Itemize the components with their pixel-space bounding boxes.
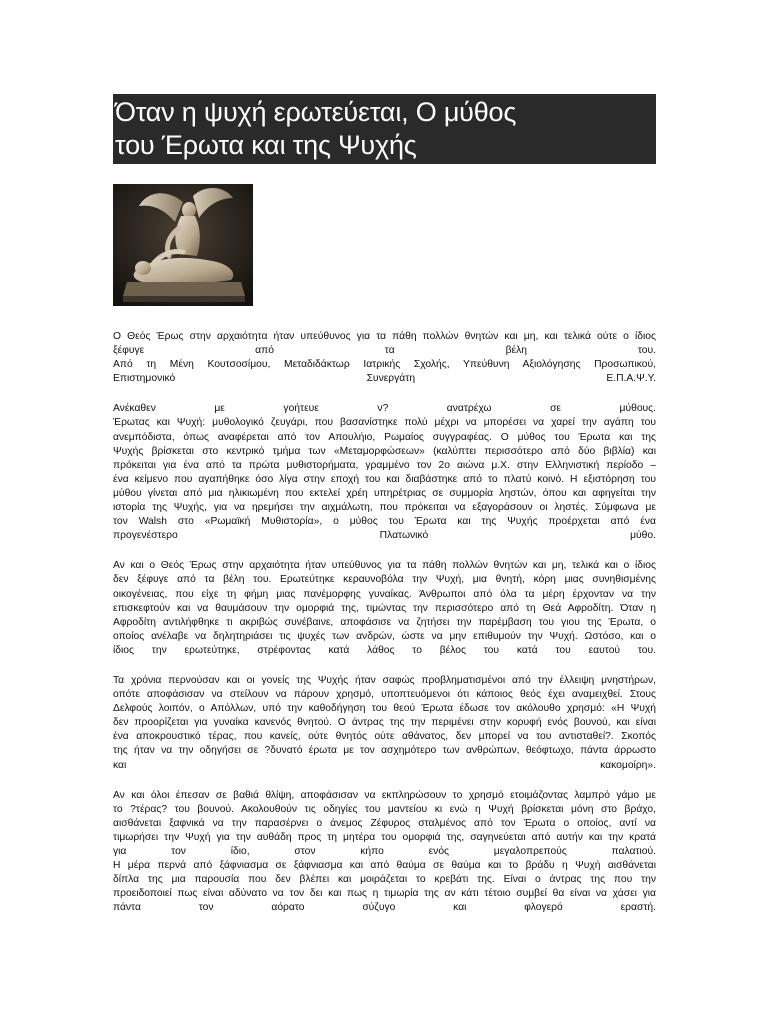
paragraph-line: Δελφούς λοιπόν, ο Απόλλων, υπό την καθοδήγηση του θεού Έρωτα έδωσε τον ακόλουθο χρησμό: «Η Ψυχή <box>113 703 656 715</box>
paragraph-line: επισκεφτούν και να θαυμάσουν την ομορφιά της, τιμώντας την περισσότερο από τη Θεά Αφροδίτη. Όταν η <box>113 602 656 614</box>
paragraph-line: ίδιος την ερωτεύτηκε, στρέφοντας κατά λάθος το βέλος του κατά του εαυτού του. <box>113 644 656 656</box>
article-paragraph <box>113 330 656 386</box>
paragraph-line: της ήταν να την οδηγήσει σε ?δυνατό έρωτα με τον ασχημότερο των ανθρώπων, θεόφτωχο, πάντα άρρωστο <box>113 745 656 757</box>
paragraph-line: δεν προορίζεται για γυναίκα κανενός θνητού. Ο άντρας της την περιμένει στην κορυφή ενός βουνού, και είναι <box>113 717 656 729</box>
paragraph-line: για τον ίδιο, στον κήπο ενός μεγαλοπρεπούς παλατιού. <box>113 846 656 857</box>
paragraph-line: πάντα τον αόρατο σύζυγο και φλογερό εραστή. <box>113 902 656 914</box>
paragraph-line: Η μέρα περνά από ξάφνιασμα σε ξάφνιασμα και από θαύμα σε θαύμα και το βράδυ η Ψυχή αισθάνεται <box>113 860 656 872</box>
paragraph-line: Ο Θεός Έρως στην αρχαιότητα ήταν υπεύθυνος για τα πάθη πολλών θνητών και μη, και τελικά ούτε ο ίδιος <box>113 331 656 342</box>
paragraph-line: μύθου γίνεται από μια ηλικιωμένη που εκτελεί χρέη υπηρέτριας σε συμμορία ληστών, όπου και αφηγείται την <box>113 487 656 499</box>
paragraph-line: ιστορία της Ψυχής, για να ηρεμήσει την αιχμάλωτη, που πρόκειται να εξαγοράσουν οι ληστές. Σύμφωνα με <box>113 502 656 514</box>
paragraph-line: Τα χρόνια περνούσαν και οι γονείς της Ψυχής ήταν σαφώς προβληματισμένοι από την έλλειψη μνηστήρων, <box>113 674 656 686</box>
paragraph-line: ανεμπόδιστα, όπως αναφέρεται από τον Απουλήιο, Ρωμαίος συγγραφέας. Ο μύθος του Έρωτα και της <box>113 431 656 443</box>
paragraph-line: Αν και ο Θεός Έρως στην αρχαιότητα ήταν υπεύθυνος για τα πάθη πολλών θνητών και μη, τελικά και ο ίδιος <box>113 560 656 572</box>
paragraph-line: Έρωτας και Ψυχή: μυθολογικό ζευγάρι, που βασανίστηκε πολύ μέχρι να μπορέσει να χαρεί την αγάπη του <box>113 417 656 429</box>
paragraph-line: αισθάνεται ξαφνικά να την παρασέρνει ο άνεμος Ζέφυρος σταλμένος από τον Έρωτα ο οποίος, αντί να <box>113 817 656 829</box>
article-title <box>113 94 656 164</box>
paragraph-line: Από τη Μένη Κουτσοσίμου, Μεταδιδάκτωρ Ιατρικής Σχολής, Υπεύθυνη Αξιολόγησης Προσωπικού, <box>113 359 656 371</box>
paragraph-line: τον Walsh στο «Ρωμαϊκή Μυθιστορία», ο μύθος του Έρωτα και της Ψυχής προέρχεται από ένα <box>113 516 656 528</box>
paragraph-line: ξέφυγε από τα βέλη του. <box>113 345 656 357</box>
article-title-line-1: Όταν η ψυχή ερωτεύεται, Ο μύθος <box>115 97 517 127</box>
paragraph-line: προειδοποιεί πως είναι αδύνατο να τον δει και πως η τιμωρία της αν κάτι τέτοιο συμβεί θα είναι να χάσει για <box>113 888 656 900</box>
article-paragraph <box>113 559 656 658</box>
paragraph-line: Αν και όλοι έπεσαν σε βαθιά θλίψη, αποφάσισαν να εκπληρώσουν το χρησμό ετοιμάζοντας λαμπρό γάμο με <box>113 789 656 801</box>
paragraph-line: προγενέστερο Πλατωνικό μύθο. <box>113 530 656 542</box>
article-paragraph <box>113 674 656 773</box>
article-title-line-2: του Έρωτα και της Ψυχής <box>115 130 417 160</box>
paragraph-line: δίπλα της μια παρουσία που δεν βλέπει και μοιράζεται το κρεβάτι της. Είναι ο άντρας της που την <box>113 874 656 886</box>
article-paragraph <box>113 789 656 916</box>
paragraph-line: Αφροδίτη αντιλήφθηκε τι ακριβώς συνέβαινε, αποφάσισε να ζητήσει την παρέμβαση του γιου της Έρωτα, ο <box>113 616 656 628</box>
paragraph-line: οπότε αποφάσισαν να στείλουν να πάρουν χρησμό, υποπτευόμενοι ότι κάποιος θεός έχει αναμειχθεί. Στους <box>113 689 656 701</box>
article-body <box>113 330 656 915</box>
paragraph-line: δεν ξέφυγε από τα βέλη του. Ερωτεύτηκε κεραυνοβόλα την Ψυχή, μια θνητή, κόρη μιας συνηθισμένης <box>113 574 656 586</box>
paragraph-line: τιμωρήσει την Ψυχή για την αυθάδη προς τη μητέρα του ομορφιά της, σαγηνεύεται από αυτήν και την κρατά <box>113 831 656 843</box>
paragraph-line: πρόκειται για ένα από τα πρώτα μυθιστορήματα, γραμμένο τον 2ο αιώνα μ.Χ. στην Ελληνιστική περίοδο – <box>113 459 656 471</box>
article <box>113 94 656 931</box>
paragraph-line: Ανέκαθεν με γοήτευε ν? ανατρέχω σε μύθους. <box>113 403 656 415</box>
paragraph-line: και κακομοίρη». <box>113 759 656 771</box>
paragraph-line: το ?τέρας? του βουνού. Ακολουθούν τις οδηγίες του μαντείου κι ενώ η Ψυχή βρίσκεται μόνη στο βράχο, <box>113 803 656 815</box>
sculpture-eros-psyche-image <box>113 184 253 306</box>
paragraph-line: οποίος ανέλαβε να δηλητηριάσει τις ψυχές των ανδρών, ώστε να μην επιθυμούν την Ψυχή. Ωστόσο, και ο <box>113 630 656 642</box>
paragraph-line: ένα κείμενο που αγαπήθηκε όσο λίγα στην εποχή του και διαβάστηκε από το πλατύ κοινό. Η εξιστόρηση του <box>113 473 656 485</box>
paragraph-line: Ψυχής βρίσκεται στο κεντρικό τμήμα των «Μεταμορφώσεων» (καλύπτει περισσότερο από δύο βιβλία) και <box>113 445 656 457</box>
paragraph-line: ένα αποκρουστικό τέρας, που κανείς, ούτε θνητός ούτε αθάνατος, δεν μπορεί να του αντισταθεί?. Σκοπός <box>113 731 656 743</box>
paragraph-line: οικογένειας, που είχε τη φήμη μιας πανέμορφης γυναίκας. Άνθρωποι από όλα τα μέρη έρχονταν να την <box>113 588 656 600</box>
article-paragraph <box>113 402 656 543</box>
paragraph-line: Επιστημονικό Συνεργάτη Ε.Π.Α.Ψ.Υ. <box>113 373 656 385</box>
